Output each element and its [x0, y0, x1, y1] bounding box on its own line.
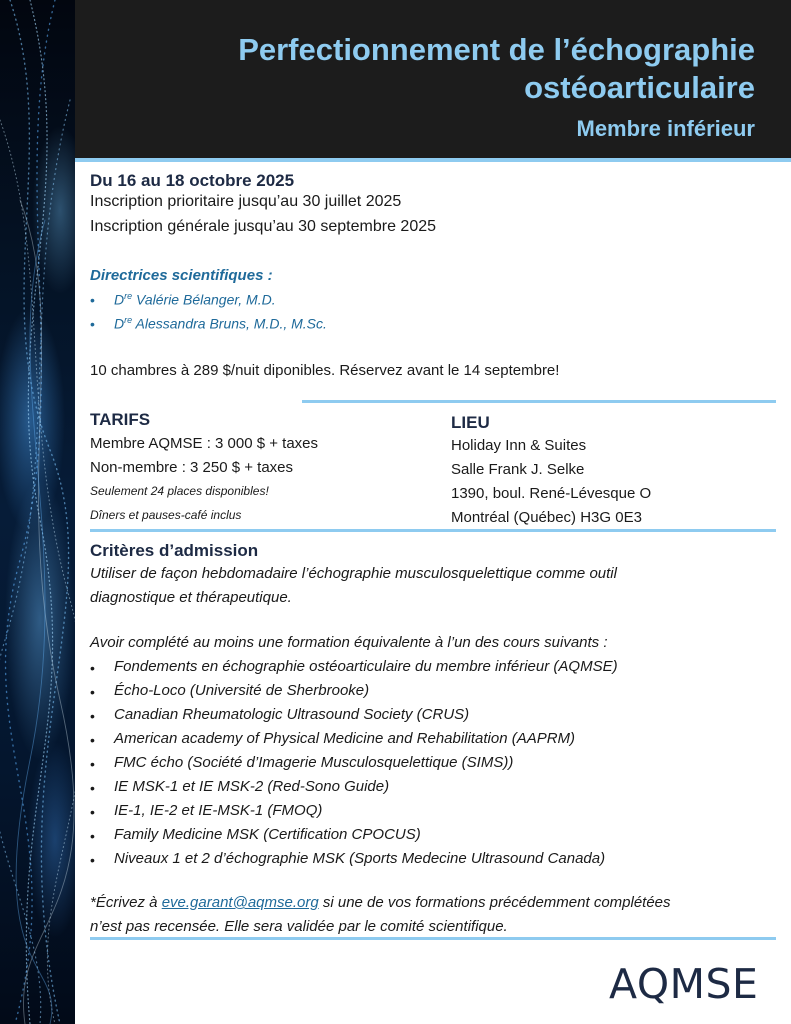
- bullet-icon: •: [90, 708, 95, 724]
- bullet-icon: •: [90, 828, 95, 844]
- criteria-para2: Avoir complété au moins une formation équivalente à l’un des cours suivants :: [90, 634, 608, 651]
- footer-note-suffix: si une de vos formations précédemment complétées: [318, 894, 671, 911]
- title-line-1: Perfectionnement de l’échographie: [238, 32, 755, 67]
- director-sup: re: [124, 315, 133, 325]
- lieu-line-3: 1390, boul. René-Lévesque O: [451, 485, 652, 502]
- director-sup: re: [124, 291, 133, 301]
- bullet-icon: •: [90, 804, 95, 820]
- aqmse-logo: AQMSE: [609, 960, 759, 1008]
- rooms-note: 10 chambres à 289 $/nuit diponibles. Réservez avant le 14 septembre!: [90, 362, 560, 379]
- director-prefix: D: [114, 315, 125, 332]
- course-item: Niveaux 1 et 2 d’échographie MSK (Sports Medecine Ultrasound Canada): [114, 850, 606, 867]
- tarifs-heading: TARIFS: [90, 410, 151, 429]
- course-item: Family Medicine MSK (Certification CPOCUS): [114, 826, 421, 843]
- bullet-icon: •: [90, 732, 95, 748]
- course-item: FMC écho (Société d’Imagerie Musculosquelettique (SIMS)): [114, 754, 514, 771]
- divider-bottom: [90, 937, 776, 940]
- tarif-non-member: Non-membre : 3 250 $ + taxes: [90, 459, 294, 476]
- footer-note-prefix: *Écrivez à: [90, 894, 162, 911]
- bullet-icon: •: [90, 660, 95, 676]
- decorative-light-wave-strip: [0, 0, 75, 1024]
- course-item: Canadian Rheumatologic Ultrasound Society (CRUS): [114, 706, 470, 723]
- general-registration: Inscription générale jusqu’au 30 septembre 2025: [90, 218, 437, 235]
- footer-note-line-2: n’est pas recensée. Elle sera validée par le comité scientifique.: [90, 918, 508, 935]
- divider-top: [75, 158, 791, 162]
- lieu-line-4: Montréal (Québec) H3G 0E3: [451, 509, 642, 526]
- bullet-icon: •: [90, 756, 95, 772]
- criteria-heading: Critères d’admission: [90, 541, 259, 560]
- directors-heading: Directrices scientifiques :: [90, 267, 273, 284]
- contact-email-link[interactable]: eve.garant@aqmse.org: [161, 894, 319, 911]
- footer-note-line-1: [90, 894, 671, 911]
- tarif-note-places: Seulement 24 places disponibles!: [90, 484, 269, 498]
- course-item: Écho-Loco (Université de Sherbrooke): [114, 682, 370, 699]
- bullet-icon: •: [90, 780, 95, 796]
- title-line-2: ostéoarticulaire: [524, 70, 755, 105]
- bullet-icon: •: [90, 684, 95, 700]
- bullet-icon: •: [90, 316, 95, 332]
- criteria-para1-line2: diagnostique et thérapeutique.: [90, 589, 292, 606]
- director-name: Valérie Bélanger, M.D.: [132, 291, 276, 308]
- bullet-icon: •: [90, 852, 95, 868]
- event-dates: Du 16 au 18 octobre 2025: [90, 171, 295, 190]
- light-wave-graphic: [0, 0, 75, 1024]
- tarif-member: Membre AQMSE : 3 000 $ + taxes: [90, 435, 319, 452]
- course-item: IE MSK-1 et IE MSK-2 (Red-Sono Guide): [114, 778, 390, 795]
- director-item-2: [114, 315, 327, 332]
- priority-registration: Inscription prioritaire jusqu’au 30 juillet 2025: [90, 193, 402, 210]
- criteria-para1-line1: Utiliser de façon hebdomadaire l’échographie musculosquelettique comme outil: [90, 565, 617, 582]
- course-item: Fondements en échographie ostéoarticulaire du membre inférieur (AQMSE): [114, 658, 618, 675]
- director-item-1: [114, 291, 276, 308]
- subtitle: Membre inférieur: [576, 116, 755, 141]
- tarif-note-meals: Dîners et pauses-café inclus: [90, 508, 242, 522]
- director-name: Alessandra Bruns, M.D., M.Sc.: [132, 315, 327, 332]
- course-item: American academy of Physical Medicine and Rehabilitation (AAPRM): [114, 730, 576, 747]
- lieu-line-1: Holiday Inn & Suites: [451, 437, 587, 454]
- header-banner: [75, 0, 791, 158]
- bullet-icon: •: [90, 292, 95, 308]
- course-item: IE-1, IE-2 et IE-MSK-1 (FMOQ): [114, 802, 323, 819]
- director-prefix: D: [114, 291, 125, 308]
- divider-tarifs-top: [302, 400, 776, 403]
- lieu-line-2: Salle Frank J. Selke: [451, 461, 585, 478]
- lieu-heading: LIEU: [451, 413, 490, 432]
- divider-tarifs-bottom: [90, 529, 776, 532]
